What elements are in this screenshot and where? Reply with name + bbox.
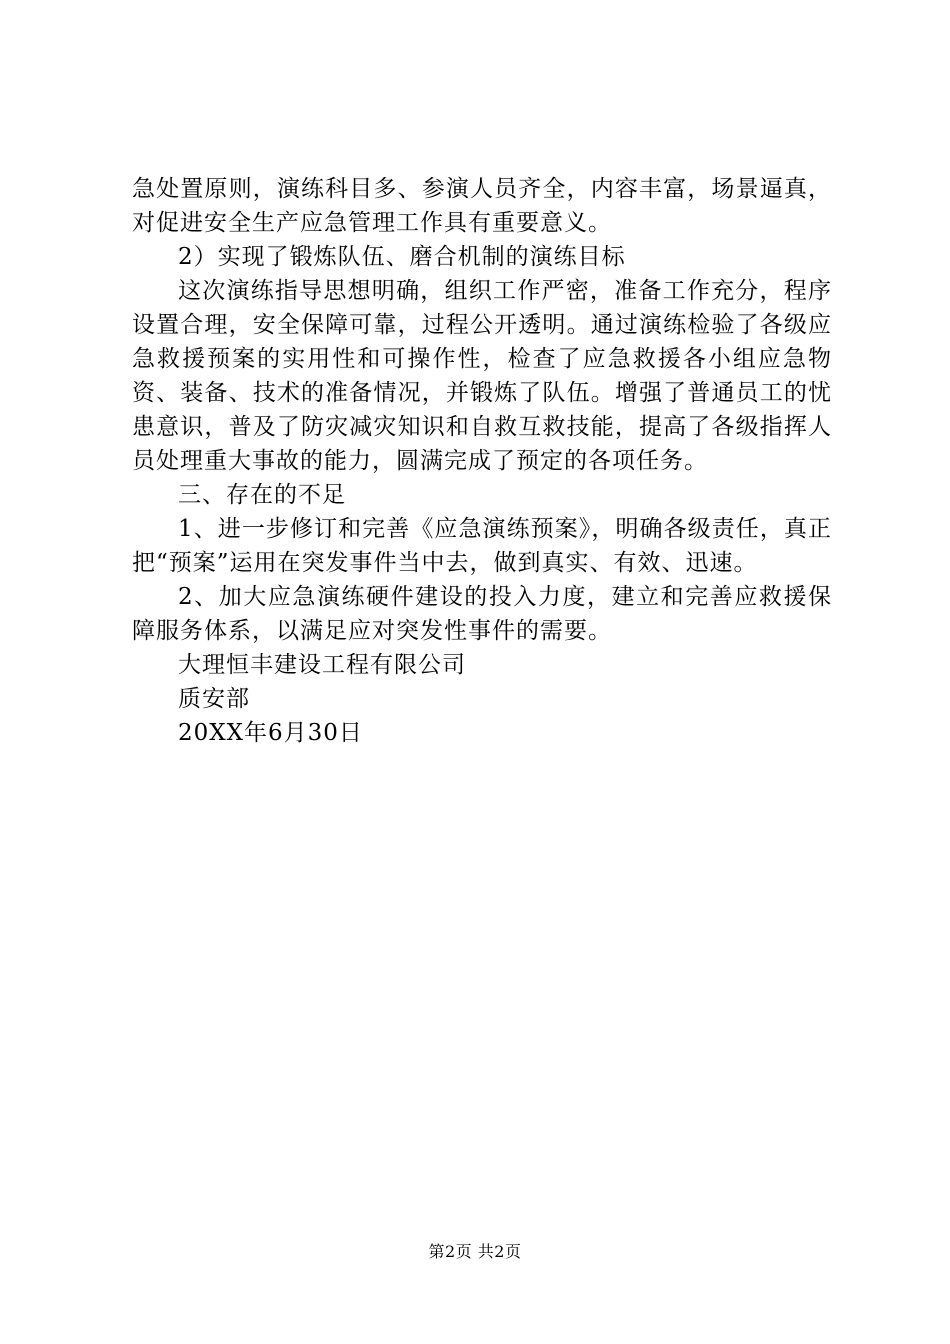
section-heading-shortcomings: 三、存在的不足 — [178, 482, 346, 508]
signature-date: 20XX年6月30日 — [178, 720, 363, 746]
paragraph-shortcoming-2: 2、加大应急演练硬件建设的投入力度，建立和完善应救援保障服务体系，以满足应对突发性事件的需要。 — [132, 584, 832, 644]
page-number-footer: 第2页 共2页 — [428, 1242, 522, 1261]
signature-company: 大理恒丰建设工程有限公司 — [178, 652, 466, 678]
paragraph-shortcoming-1: 1、进一步修订和完善《应急演练预案》，明确各级责任，真正把“预案”运用在突发事件当中去，做到真实、有效、迅速。 — [132, 516, 832, 576]
document-body — [132, 172, 832, 750]
paragraph-continuation: 急处置原则，演练科目多、参演人员齐全，内容丰富，场景逼真，对促进安全生产应急管理工作具有重要意义。 — [132, 176, 832, 236]
subheading-drill-goal: 2）实现了锻炼队伍、磨合机制的演练目标 — [178, 244, 626, 270]
paragraph-drill-summary: 这次演练指导思想明确，组织工作严密，准备工作充分，程序设置合理，安全保障可靠，过程公开透明。通过演练检验了各级应急救援预案的实用性和可操作性，检查了应急救援各小组应急物资、装备、技术的准备情况，并锻炼了队伍。增强了普通员工的忧患意识，普及了防灾减灾知识和自救互救技能，提高了各级指挥人员处理重大事故的能力，圆满完成了预定的各项任务。 — [132, 278, 832, 474]
signature-department: 质安部 — [178, 686, 250, 712]
